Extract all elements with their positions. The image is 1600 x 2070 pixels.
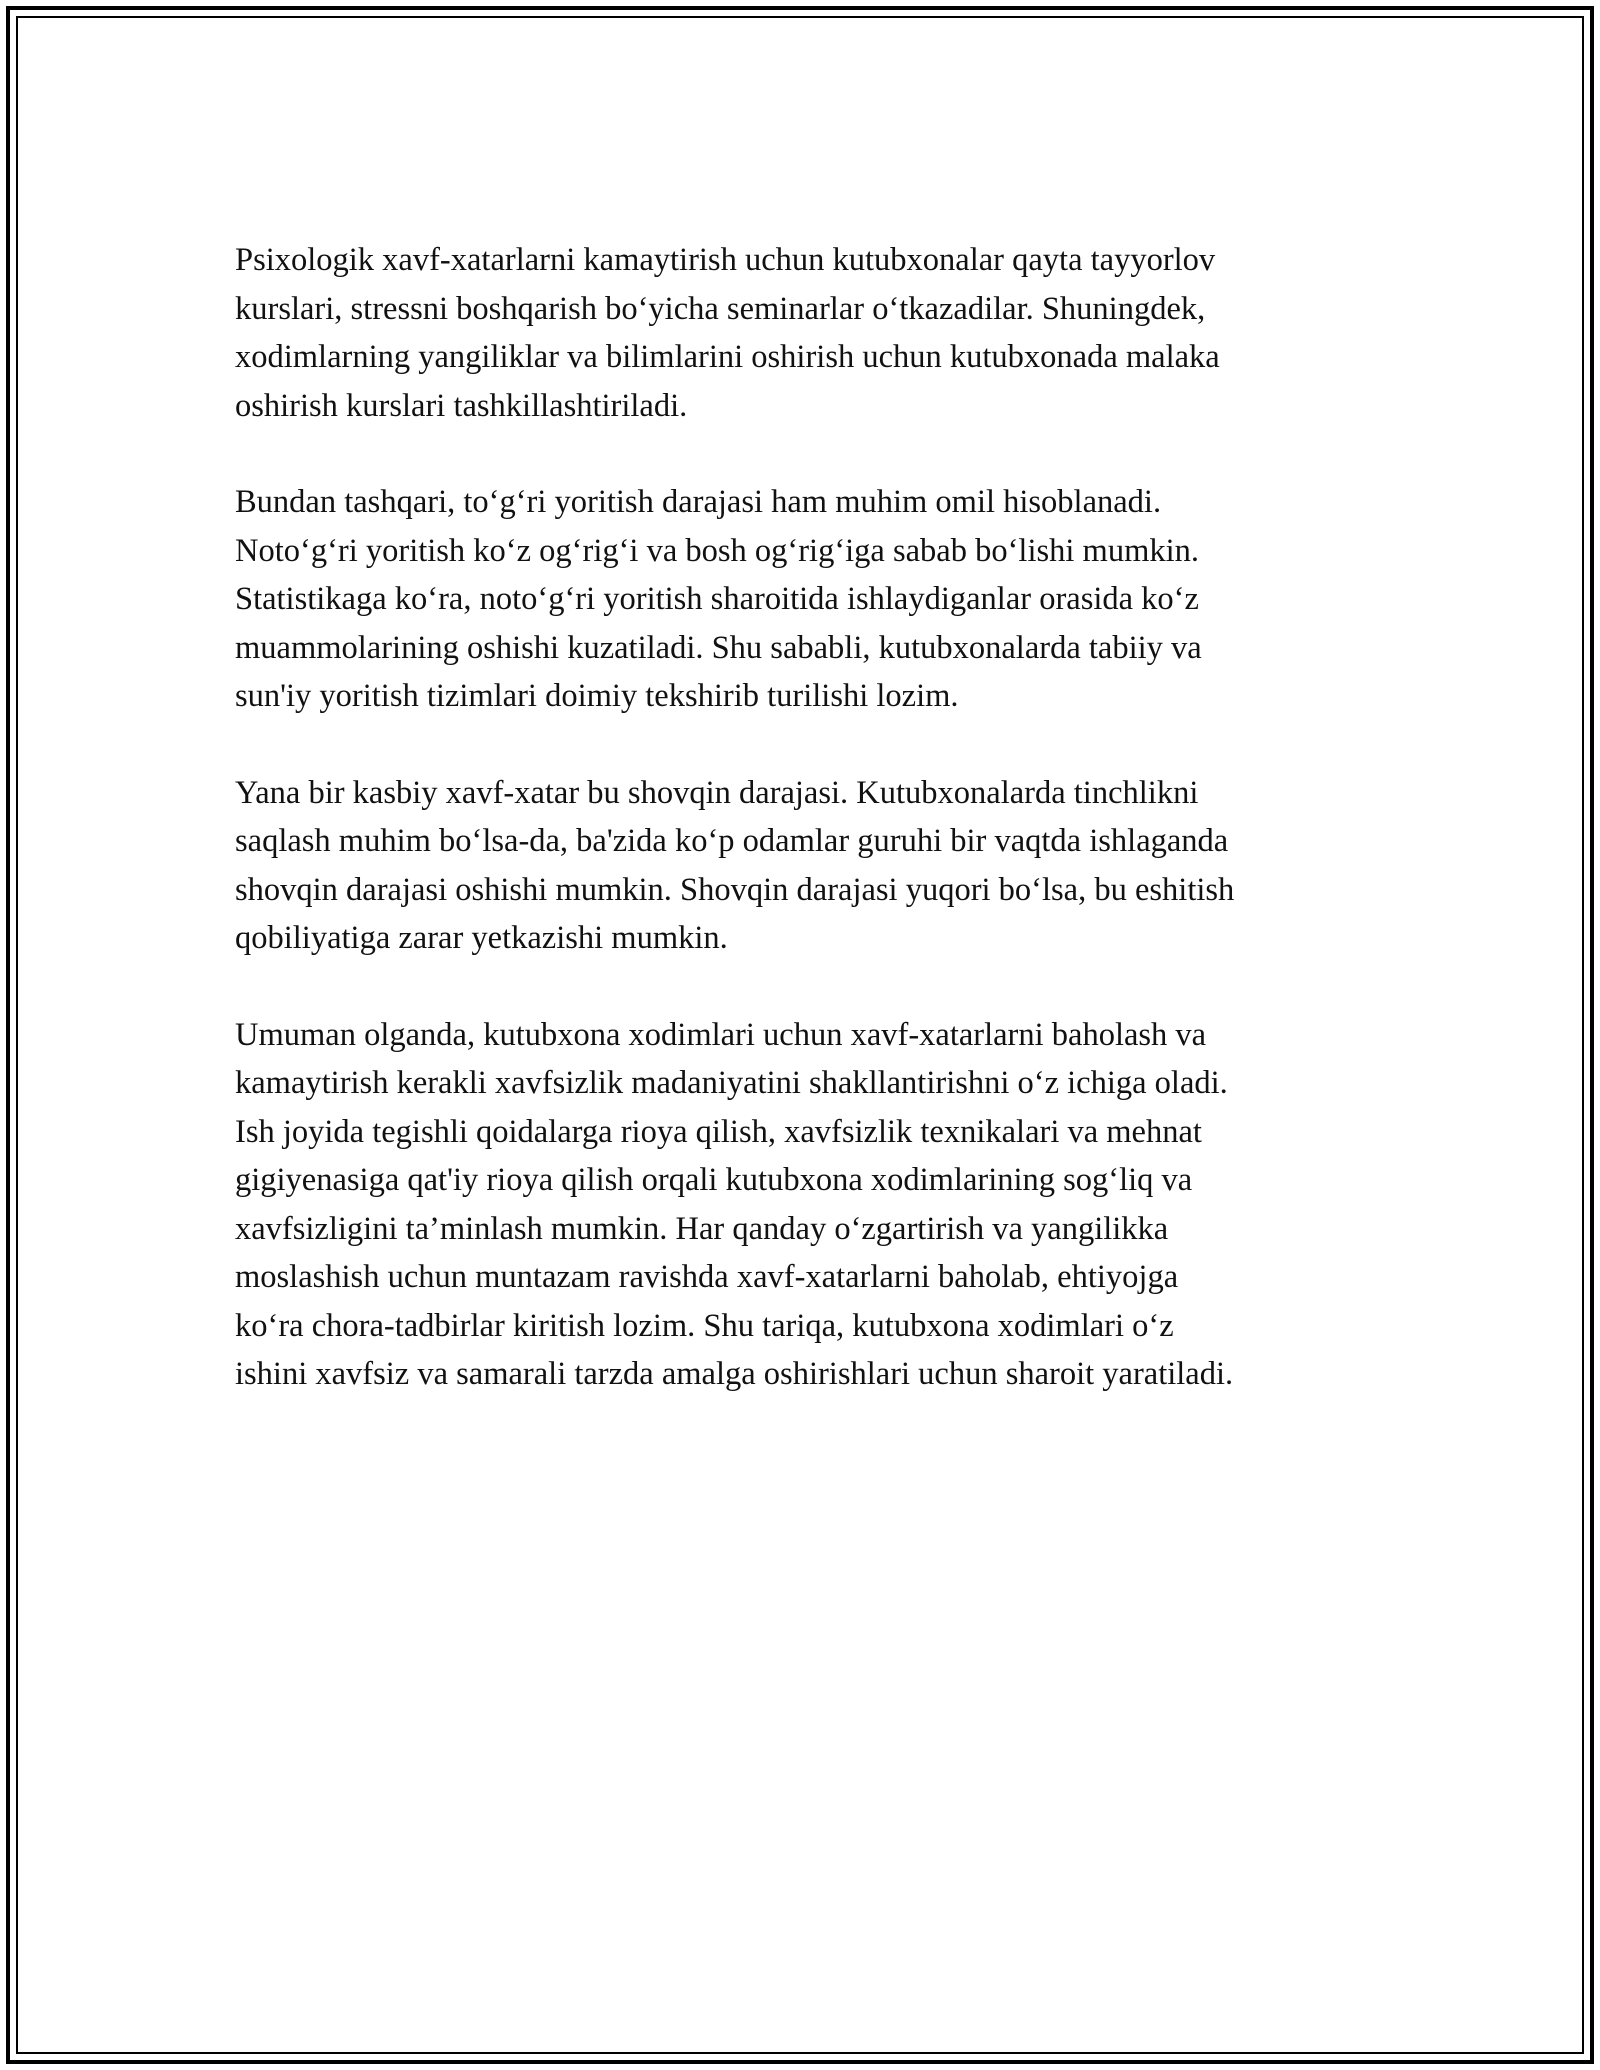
paragraph-2: Bundan tashqari, toʻgʻri yoritish darajasi ham muhim omil hisoblanadi. Notoʻgʻri yoritish koʻz ogʻrigʻi va bosh ogʻrigʻiga sabab boʻlishi mumkin. Statistikaga koʻra, notoʻgʻri yoritish sharoitida ishlaydiganlar orasida koʻz muammolarining oshishi kuzatiladi. Shu sababli, kutubxonalarda tabiiy va sun'iy yoritish tizimlari doimiy tekshirib turilishi lozim. (235, 484, 1202, 714)
paragraph-4: Umuman olganda, kutubxona xodimlari uchun xavf-xatarlarni baholash va kamaytirish kerakli xavfsizlik madaniyatini shakllantirishni oʻz ichiga oladi. Ish joyida tegishli qoidalarga rioya qilish, xavfsizlik texnikalari va mehnat gigiyenasiga qat'iy rioya qilish orqali kutubxona xodimlarining sogʻliq va xavfsizligini ta’minlash mumkin. Har qanday oʻzgartirish va yangilikka moslashish uchun muntazam ravishda xavf-xatarlarni baholab, ehtiyojga koʻra chora-tadbirlar kiritish lozim. Shu tariqa, kutubxona xodimlari oʻz ishini xavfsiz va samarali tarzda amalga oshirishlari uchun sharoit yaratiladi. (235, 1016, 1234, 1392)
document-body (235, 236, 1385, 1447)
paragraph-1: Psixologik xavf-xatarlarni kamaytirish uchun kutubxonalar qayta tayyorlov kurslari, stressni boshqarish boʻyicha seminarlar oʻtkazadilar. Shuningdek, xodimlarning yangiliklar va bilimlarini oshirish uchun kutubxonada malaka oshirish kurslari tashkillashtiriladi. (235, 242, 1220, 424)
paragraph-3: Yana bir kasbiy xavf-xatar bu shovqin darajasi. Kutubxonalarda tinchlikni saqlash muhim boʻlsa-da, ba'zida koʻp odamlar guruhi bir vaqtda ishlaganda shovqin darajasi oshishi mumkin. Shovqin darajasi yuqori boʻlsa, bu eshitish qobiliyatiga zarar yetkazishi mumkin. (235, 774, 1235, 956)
